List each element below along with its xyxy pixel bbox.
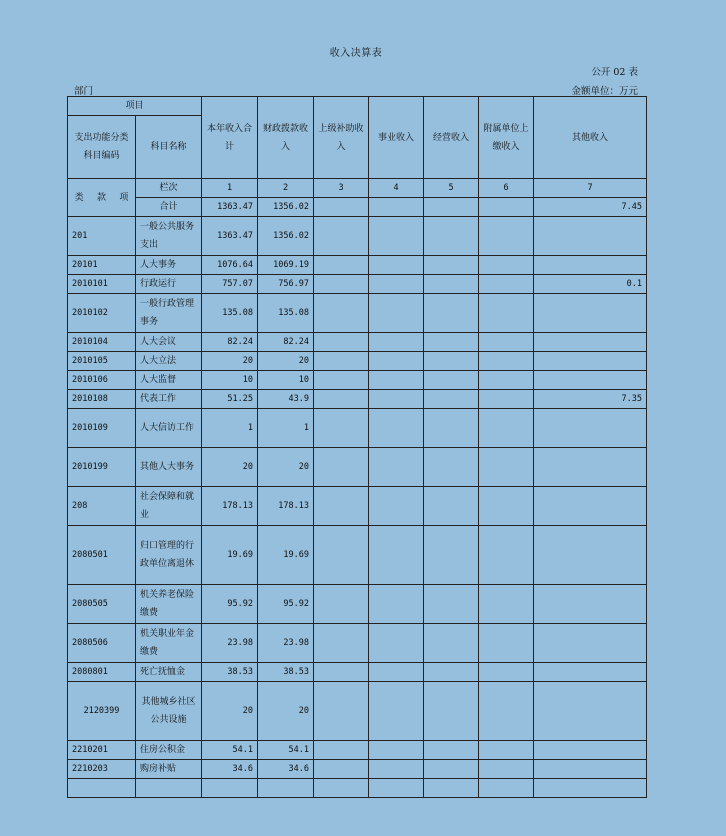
row-subject-name: 机关职业年金缴费 bbox=[136, 624, 202, 663]
row-subject-name: 住房公积金 bbox=[136, 741, 202, 760]
row-subject-name: 代表工作 bbox=[136, 390, 202, 409]
row-value-col-1: 1363.47 bbox=[202, 217, 258, 256]
row-value-col-4 bbox=[369, 779, 424, 798]
row-value-col-1: 51.25 bbox=[202, 390, 258, 409]
row-code: 2010101 bbox=[68, 275, 136, 294]
row-code: 2210203 bbox=[68, 760, 136, 779]
row-subject-name: 人大立法 bbox=[136, 352, 202, 371]
row-value-col-1: 54.1 bbox=[202, 741, 258, 760]
form-number: 公开 02 表 bbox=[591, 67, 638, 78]
row-value-col-3 bbox=[314, 624, 369, 663]
row-code: 2080506 bbox=[68, 624, 136, 663]
row-value-col-3 bbox=[314, 333, 369, 352]
table-row bbox=[68, 390, 647, 409]
row-value-col-2: 178.13 bbox=[258, 487, 314, 526]
row-value-col-6 bbox=[479, 448, 534, 487]
row-value-col-7 bbox=[534, 294, 647, 333]
table-row bbox=[68, 624, 647, 663]
row-code: 2010109 bbox=[68, 409, 136, 448]
row-code: 2120399 bbox=[68, 682, 136, 741]
row-subject-name: 其他人大事务 bbox=[136, 448, 202, 487]
row-value-col-1: 20 bbox=[202, 352, 258, 371]
row-value-col-5 bbox=[424, 526, 479, 585]
header-code-group: 支出功能分类科目编码 bbox=[68, 116, 136, 179]
col-index-1: 1 bbox=[202, 179, 258, 198]
row-code: 201 bbox=[68, 217, 136, 256]
row-value-col-4 bbox=[369, 487, 424, 526]
row-subject-name bbox=[136, 779, 202, 798]
total-row-label: 合计 bbox=[136, 198, 202, 217]
row-value-col-5 bbox=[424, 352, 479, 371]
header-item: 项目 bbox=[68, 97, 202, 116]
row-value-col-1: 23.98 bbox=[202, 624, 258, 663]
row-value-col-4 bbox=[369, 275, 424, 294]
row-value-col-6 bbox=[479, 409, 534, 448]
row-code bbox=[68, 779, 136, 798]
row-value-col-2: 135.08 bbox=[258, 294, 314, 333]
total-value-5 bbox=[424, 198, 479, 217]
row-value-col-2: 10 bbox=[258, 371, 314, 390]
row-value-col-7 bbox=[534, 585, 647, 624]
table-row bbox=[68, 487, 647, 526]
row-code: 2010105 bbox=[68, 352, 136, 371]
row-value-col-7 bbox=[534, 682, 647, 741]
table-row bbox=[68, 682, 647, 741]
row-value-col-2: 95.92 bbox=[258, 585, 314, 624]
row-value-col-2: 1 bbox=[258, 409, 314, 448]
row-code: 208 bbox=[68, 487, 136, 526]
row-value-col-4 bbox=[369, 371, 424, 390]
row-value-col-5 bbox=[424, 779, 479, 798]
row-value-col-6 bbox=[479, 663, 534, 682]
row-subject-name: 行政运行 bbox=[136, 275, 202, 294]
row-value-col-5 bbox=[424, 760, 479, 779]
row-value-col-5 bbox=[424, 409, 479, 448]
row-value-col-4 bbox=[369, 294, 424, 333]
row-value-col-4 bbox=[369, 682, 424, 741]
header-row-index: 栏次 bbox=[136, 179, 202, 198]
row-code: 2080501 bbox=[68, 526, 136, 585]
row-value-col-5 bbox=[424, 256, 479, 275]
row-value-col-4 bbox=[369, 352, 424, 371]
col-index-5: 5 bbox=[424, 179, 479, 198]
header-subject-name: 科目名称 bbox=[136, 116, 202, 179]
row-value-col-2: 43.9 bbox=[258, 390, 314, 409]
table-row bbox=[68, 526, 647, 585]
row-subject-name: 人大会议 bbox=[136, 333, 202, 352]
row-value-col-2: 23.98 bbox=[258, 624, 314, 663]
row-value-col-3 bbox=[314, 663, 369, 682]
row-value-col-1: 82.24 bbox=[202, 333, 258, 352]
row-value-col-5 bbox=[424, 624, 479, 663]
row-value-col-1: 1 bbox=[202, 409, 258, 448]
row-value-col-3 bbox=[314, 371, 369, 390]
row-value-col-5 bbox=[424, 217, 479, 256]
row-value-col-4 bbox=[369, 333, 424, 352]
department-label: 部门 bbox=[74, 86, 94, 97]
row-value-col-4 bbox=[369, 585, 424, 624]
row-value-col-5 bbox=[424, 741, 479, 760]
total-value-3 bbox=[314, 198, 369, 217]
row-value-col-7 bbox=[534, 741, 647, 760]
row-subject-name: 机关养老保险缴费 bbox=[136, 585, 202, 624]
row-value-col-4 bbox=[369, 409, 424, 448]
row-value-col-5 bbox=[424, 487, 479, 526]
row-value-col-2: 54.1 bbox=[258, 741, 314, 760]
page-title: 收入决算表 bbox=[329, 48, 383, 59]
row-value-col-2: 19.69 bbox=[258, 526, 314, 585]
header-lei-kuan-xiang bbox=[68, 179, 136, 217]
row-value-col-3 bbox=[314, 409, 369, 448]
row-value-col-2 bbox=[258, 779, 314, 798]
row-value-col-6 bbox=[479, 585, 534, 624]
row-code: 2210201 bbox=[68, 741, 136, 760]
row-value-col-7 bbox=[534, 409, 647, 448]
row-value-col-3 bbox=[314, 585, 369, 624]
header-kuan: 款 bbox=[96, 192, 106, 203]
row-subject-name: 其他城乡社区公共设施 bbox=[136, 682, 202, 741]
row-value-col-7: 7.35 bbox=[534, 390, 647, 409]
row-value-col-6 bbox=[479, 760, 534, 779]
row-value-col-1: 20 bbox=[202, 682, 258, 741]
header-col-5: 经营收入 bbox=[424, 97, 479, 179]
row-subject-name: 人大事务 bbox=[136, 256, 202, 275]
row-value-col-7 bbox=[534, 760, 647, 779]
row-value-col-6 bbox=[479, 741, 534, 760]
table-row bbox=[68, 371, 647, 390]
total-value-1: 1363.47 bbox=[202, 198, 258, 217]
row-value-col-6 bbox=[479, 682, 534, 741]
row-value-col-1: 757.07 bbox=[202, 275, 258, 294]
row-value-col-2: 82.24 bbox=[258, 333, 314, 352]
row-value-col-4 bbox=[369, 448, 424, 487]
row-subject-name: 社会保障和就业 bbox=[136, 487, 202, 526]
row-subject-name: 一般公共服务支出 bbox=[136, 217, 202, 256]
row-value-col-6 bbox=[479, 256, 534, 275]
row-value-col-2: 20 bbox=[258, 682, 314, 741]
row-value-col-5 bbox=[424, 663, 479, 682]
row-code: 20101 bbox=[68, 256, 136, 275]
row-value-col-5 bbox=[424, 585, 479, 624]
row-value-col-2: 1356.02 bbox=[258, 217, 314, 256]
row-value-col-1: 135.08 bbox=[202, 294, 258, 333]
row-value-col-6 bbox=[479, 294, 534, 333]
row-value-col-3 bbox=[314, 487, 369, 526]
total-value-4 bbox=[369, 198, 424, 217]
row-value-col-3 bbox=[314, 448, 369, 487]
row-value-col-1: 1076.64 bbox=[202, 256, 258, 275]
row-subject-name: 归口管理的行政单位离退休 bbox=[136, 526, 202, 585]
row-value-col-1: 19.69 bbox=[202, 526, 258, 585]
row-value-col-1: 38.53 bbox=[202, 663, 258, 682]
row-value-col-7 bbox=[534, 448, 647, 487]
row-value-col-4 bbox=[369, 390, 424, 409]
row-value-col-7 bbox=[534, 333, 647, 352]
row-value-col-7 bbox=[534, 624, 647, 663]
row-value-col-3 bbox=[314, 779, 369, 798]
row-subject-name: 一般行政管理事务 bbox=[136, 294, 202, 333]
row-value-col-1 bbox=[202, 779, 258, 798]
row-subject-name: 人大监督 bbox=[136, 371, 202, 390]
row-subject-name: 人大信访工作 bbox=[136, 409, 202, 448]
header-col-6: 附属单位上缴收入 bbox=[479, 97, 534, 179]
row-value-col-3 bbox=[314, 256, 369, 275]
header-lei: 类 bbox=[74, 192, 84, 203]
row-code: 2080801 bbox=[68, 663, 136, 682]
row-value-col-7 bbox=[534, 487, 647, 526]
row-value-col-7 bbox=[534, 371, 647, 390]
row-value-col-5 bbox=[424, 371, 479, 390]
row-value-col-3 bbox=[314, 294, 369, 333]
row-value-col-7 bbox=[534, 779, 647, 798]
row-value-col-3 bbox=[314, 352, 369, 371]
row-value-col-2: 34.6 bbox=[258, 760, 314, 779]
total-value-6 bbox=[479, 198, 534, 217]
row-value-col-3 bbox=[314, 682, 369, 741]
total-value-7: 7.45 bbox=[534, 198, 647, 217]
row-value-col-2: 756.97 bbox=[258, 275, 314, 294]
header-col-4: 事业收入 bbox=[369, 97, 424, 179]
row-value-col-5 bbox=[424, 275, 479, 294]
row-value-col-7 bbox=[534, 352, 647, 371]
row-value-col-3 bbox=[314, 217, 369, 256]
row-value-col-6 bbox=[479, 333, 534, 352]
row-value-col-4 bbox=[369, 526, 424, 585]
table-row bbox=[68, 352, 647, 371]
table-row bbox=[68, 448, 647, 487]
row-code: 2010102 bbox=[68, 294, 136, 333]
row-value-col-6 bbox=[479, 526, 534, 585]
col-index-7: 7 bbox=[534, 179, 647, 198]
row-value-col-4 bbox=[369, 741, 424, 760]
table-row bbox=[68, 256, 647, 275]
row-value-col-1: 20 bbox=[202, 448, 258, 487]
income-final-accounts-table bbox=[67, 96, 647, 798]
row-value-col-7 bbox=[534, 217, 647, 256]
row-value-col-5 bbox=[424, 682, 479, 741]
row-value-col-3 bbox=[314, 390, 369, 409]
row-value-col-7 bbox=[534, 663, 647, 682]
row-value-col-1: 178.13 bbox=[202, 487, 258, 526]
table-row bbox=[68, 779, 647, 798]
row-code: 2010199 bbox=[68, 448, 136, 487]
row-value-col-6 bbox=[479, 352, 534, 371]
row-value-col-2: 1069.19 bbox=[258, 256, 314, 275]
table-row bbox=[68, 275, 647, 294]
header-col-3: 上级补助收入 bbox=[314, 97, 369, 179]
row-code: 2080505 bbox=[68, 585, 136, 624]
table-row bbox=[68, 585, 647, 624]
row-value-col-5 bbox=[424, 333, 479, 352]
row-code: 2010106 bbox=[68, 371, 136, 390]
header-xiang: 项 bbox=[119, 192, 129, 203]
amount-unit-label: 金额单位：万元 bbox=[571, 86, 638, 97]
table-row bbox=[68, 217, 647, 256]
row-value-col-6 bbox=[479, 487, 534, 526]
table-row bbox=[68, 760, 647, 779]
row-value-col-3 bbox=[314, 526, 369, 585]
header-col-7: 其他收入 bbox=[534, 97, 647, 179]
row-value-col-2: 20 bbox=[258, 448, 314, 487]
table-row bbox=[68, 333, 647, 352]
header-col-2: 财政拨款收入 bbox=[258, 97, 314, 179]
table-row bbox=[68, 663, 647, 682]
table-row bbox=[68, 741, 647, 760]
row-value-col-4 bbox=[369, 217, 424, 256]
row-value-col-3 bbox=[314, 741, 369, 760]
row-value-col-3 bbox=[314, 760, 369, 779]
row-value-col-1: 34.6 bbox=[202, 760, 258, 779]
row-subject-name: 死亡抚恤金 bbox=[136, 663, 202, 682]
row-value-col-1: 10 bbox=[202, 371, 258, 390]
row-value-col-5 bbox=[424, 448, 479, 487]
row-value-col-2: 38.53 bbox=[258, 663, 314, 682]
row-value-col-6 bbox=[479, 624, 534, 663]
row-value-col-4 bbox=[369, 256, 424, 275]
row-value-col-3 bbox=[314, 275, 369, 294]
row-value-col-7 bbox=[534, 526, 647, 585]
row-subject-name: 购房补贴 bbox=[136, 760, 202, 779]
row-code: 2010104 bbox=[68, 333, 136, 352]
row-value-col-6 bbox=[479, 779, 534, 798]
table-row bbox=[68, 409, 647, 448]
row-value-col-6 bbox=[479, 275, 534, 294]
row-value-col-6 bbox=[479, 390, 534, 409]
header-col-1: 本年收入合计 bbox=[202, 97, 258, 179]
row-value-col-7 bbox=[534, 256, 647, 275]
row-value-col-4 bbox=[369, 663, 424, 682]
total-value-2: 1356.02 bbox=[258, 198, 314, 217]
row-value-col-6 bbox=[479, 217, 534, 256]
col-index-3: 3 bbox=[314, 179, 369, 198]
col-index-6: 6 bbox=[479, 179, 534, 198]
row-value-col-5 bbox=[424, 294, 479, 333]
row-value-col-4 bbox=[369, 624, 424, 663]
row-value-col-5 bbox=[424, 390, 479, 409]
row-value-col-1: 95.92 bbox=[202, 585, 258, 624]
row-code: 2010108 bbox=[68, 390, 136, 409]
row-value-col-4 bbox=[369, 760, 424, 779]
row-value-col-2: 20 bbox=[258, 352, 314, 371]
row-value-col-6 bbox=[479, 371, 534, 390]
table-row bbox=[68, 294, 647, 333]
col-index-4: 4 bbox=[369, 179, 424, 198]
row-value-col-7: 0.1 bbox=[534, 275, 647, 294]
col-index-2: 2 bbox=[258, 179, 314, 198]
